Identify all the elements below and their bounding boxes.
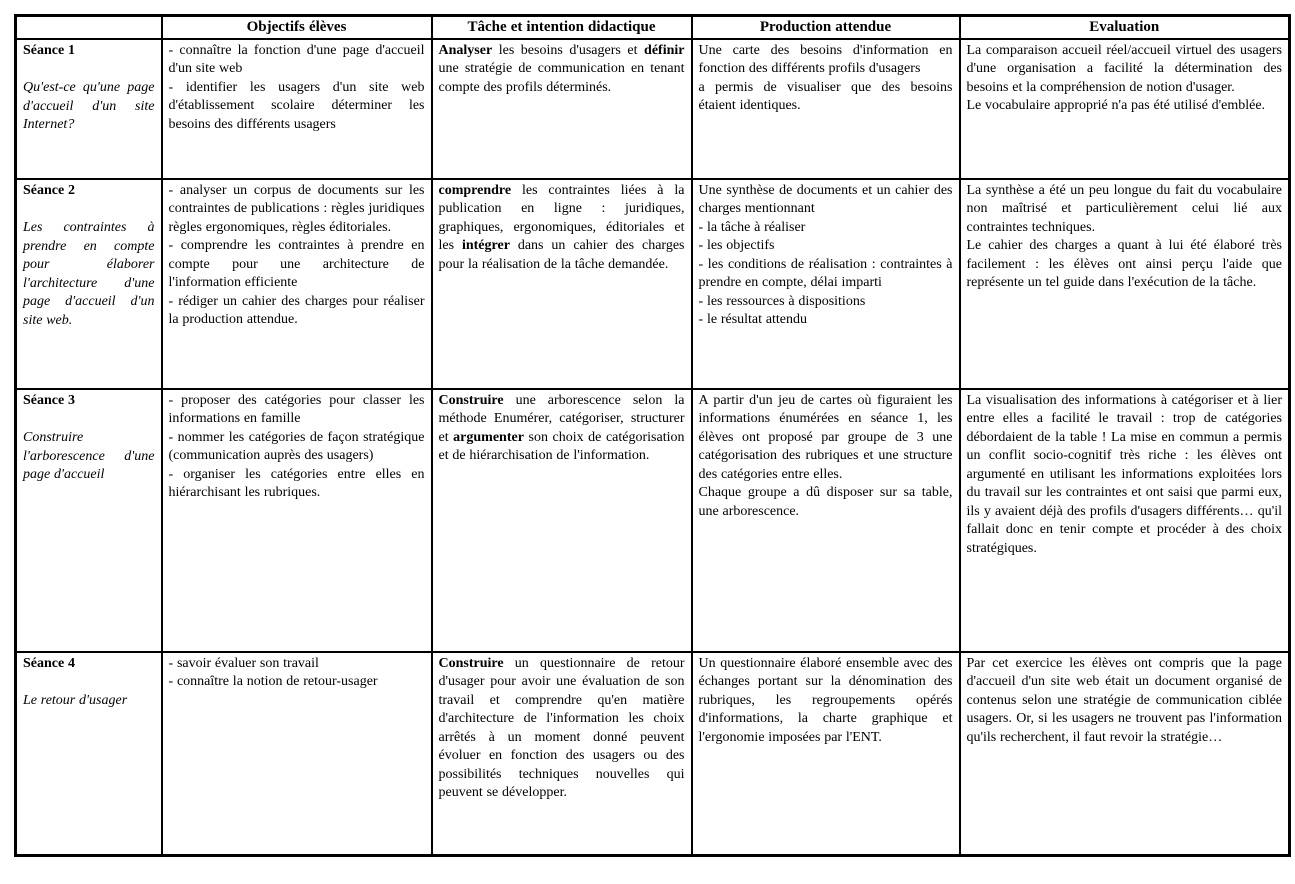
paragraph: La comparaison accueil réel/accueil virtuel des usagers d'une organisation a facilité la détermination des besoins et la compréhension de notion d'usager.: [966, 43, 1282, 95]
cell-objectifs: [162, 179, 432, 389]
paragraph: La visualisation des informations à catégoriser et à lier entre elles a facilité le travail : trop de catégories débordaient de la table ! La mise en commun a permis un conflit socio-cognitif très riche : les élèves ont argumenté en utilisant les informations exploitées lors du travail sur les contraintes et ont saisi que parmi eux, ils y avaient déjà des profils d'usagers différents… qu'il fallait donc en tenir compte et procéder à des choix stratégiques.: [966, 393, 1282, 556]
paragraph: - organiser les catégories entre elles en hiérarchisant les rubriques.: [168, 466, 425, 501]
paragraph: Le cahier des charges a quant à lui été élaboré très facilement : les élèves ont ainsi perçu l'aide que représente un tel guide dans l'exécution de la tâche.: [966, 238, 1282, 291]
cell-tache: [432, 179, 692, 389]
pedagogical-sequence-table: [14, 14, 1291, 857]
paragraph: La synthèse a été un peu longue du fait du vocabulaire non maîtrisé et particulièrement celui lié aux contraintes techniques.: [966, 183, 1282, 235]
paragraph: - connaître la notion de retour-usager: [168, 674, 378, 690]
seance-subtitle: Qu'est-ce qu'une page d'accueil d'un site Internet?: [23, 80, 155, 133]
pedagogical-sequence-table-wrap: [14, 14, 1288, 857]
paragraph: - la tâche à réaliser: [698, 219, 806, 235]
cell-production: [692, 389, 960, 652]
paragraph: Un questionnaire élaboré ensemble avec des échanges portant sur la dénomination des rubriques, les regroupements opérés d'informations, la charte graphique et l'ergonomie imposées par l'ENT.: [698, 656, 953, 745]
paragraph: - les conditions de réalisation : contraintes à prendre en compte, délai imparti: [698, 256, 953, 291]
paragraph: - savoir évaluer son travail: [168, 656, 319, 671]
paragraph: - connaître la fonction d'une page d'accueil d'un site web: [168, 43, 425, 77]
column-header-tache: Tâche et intention didactique: [432, 16, 692, 40]
cell-evaluation: [960, 389, 1290, 652]
paragraph: Construire une arborescence selon la méthode Enumérer, catégoriser, structurer et argumenter son choix de catégorisation et de hiérarchisation de l'information.: [438, 393, 685, 464]
paragraph: Chaque groupe a dû disposer sur sa table, une arborescence.: [698, 485, 953, 519]
column-header-production: Production attendue: [692, 16, 960, 40]
column-header-evaluation: Evaluation: [960, 16, 1290, 40]
paragraph: - nommer les catégories de façon stratégique (communication auprès des usagers): [168, 429, 425, 464]
paragraph: - les ressources à dispositions: [698, 293, 866, 309]
table-row-seance-4: [16, 652, 1290, 855]
paragraph: - rédiger un cahier des charges pour réaliser la production attendue.: [168, 293, 425, 328]
paragraph: Une synthèse de documents et un cahier des charges mentionnant: [698, 183, 953, 217]
table-row-seance-1: [16, 39, 1290, 179]
paragraph: comprendre les contraintes liées à la publication en ligne : juridiques, graphiques, ergonomiques, éditoriales et les intégrer dans un cahier des charges pour la réalisation de la tâche demandée.: [438, 183, 685, 272]
cell-evaluation: [960, 39, 1290, 179]
seance-title: Séance 4: [23, 656, 75, 671]
paragraph: - comprendre les contraintes à prendre en compte pour une architecture de l'information efficiente: [168, 238, 425, 291]
cell-evaluation: [960, 179, 1290, 389]
cell-tache: [432, 652, 692, 855]
cell-tache: [432, 39, 692, 179]
paragraph: - le résultat attendu: [698, 312, 808, 328]
column-header-blank: [16, 16, 162, 40]
paragraph: - analyser un corpus de documents sur les contraintes de publications : règles juridiques règles ergonomiques, règles éditoriales.: [168, 183, 425, 235]
cell-production: [692, 179, 960, 389]
paragraph: - identifier les usagers d'un site web d'établissement scolaire déterminer les besoins des différents usagers: [168, 79, 425, 132]
cell-seance-label: [16, 39, 162, 179]
cell-objectifs: [162, 652, 432, 855]
paragraph: - proposer des catégories pour classer les informations en famille: [168, 393, 425, 427]
cell-objectifs: [162, 389, 432, 652]
paragraph: Analyser les besoins d'usagers et définir une stratégie de communication en tenant compte des profils déterminés.: [438, 43, 685, 95]
seance-title: Séance 3: [23, 393, 75, 408]
cell-production: [692, 39, 960, 179]
seance-title: Séance 1: [23, 43, 75, 58]
cell-tache: [432, 389, 692, 652]
cell-objectifs: [162, 39, 432, 179]
paragraph: A partir d'un jeu de cartes où figuraient les informations énumérées en séance 1, les élèves ont proposé par groupe de 3 une catégorisation des rubriques et une structure des catégories entre elles.: [698, 393, 953, 482]
cell-seance-label: [16, 389, 162, 652]
paragraph: Le vocabulaire approprié n'a pas été utilisé d'emblée.: [966, 98, 1266, 114]
cell-production: [692, 652, 960, 855]
table-row-seance-3: [16, 389, 1290, 652]
paragraph: - les objectifs: [698, 238, 775, 254]
seance-subtitle: Le retour d'usager: [23, 693, 128, 709]
column-header-objectifs: Objectifs élèves: [162, 16, 432, 40]
paragraph: a permis de visualiser que des besoins étaient identiques.: [698, 79, 953, 114]
table-header-row: [16, 16, 1290, 40]
seance-title: Séance 2: [23, 183, 75, 198]
cell-seance-label: [16, 652, 162, 855]
cell-evaluation: [960, 652, 1290, 855]
cell-seance-label: [16, 179, 162, 389]
paragraph: Une carte des besoins d'information en fonction des différents profils d'usagers: [698, 43, 953, 77]
table-row-seance-2: [16, 179, 1290, 389]
paragraph: Construire un questionnaire de retour d'usager pour avoir une évaluation de son travail et comprendre qu'en matière d'architecture de l'information les choix arrêtés à un moment donné peuvent évoluer en fonction des usagers ou des possibilités techniques nouvelles qui peuvent se développer.: [438, 656, 685, 801]
seance-subtitle: Construire l'arborescence d'une page d'accueil: [23, 430, 155, 483]
paragraph: Par cet exercice les élèves ont compris que la page d'accueil d'un site web était un document organisé de contenus selon une stratégie de communication ciblée usagers. Or, si les usagers ne trouvent pas l'information qu'ils recherchent, il faut revoir la stratégie…: [966, 656, 1282, 745]
seance-subtitle: Les contraintes à prendre en compte pour élaborer l'architecture d'une page d'accueil d'un site web.: [23, 220, 155, 328]
